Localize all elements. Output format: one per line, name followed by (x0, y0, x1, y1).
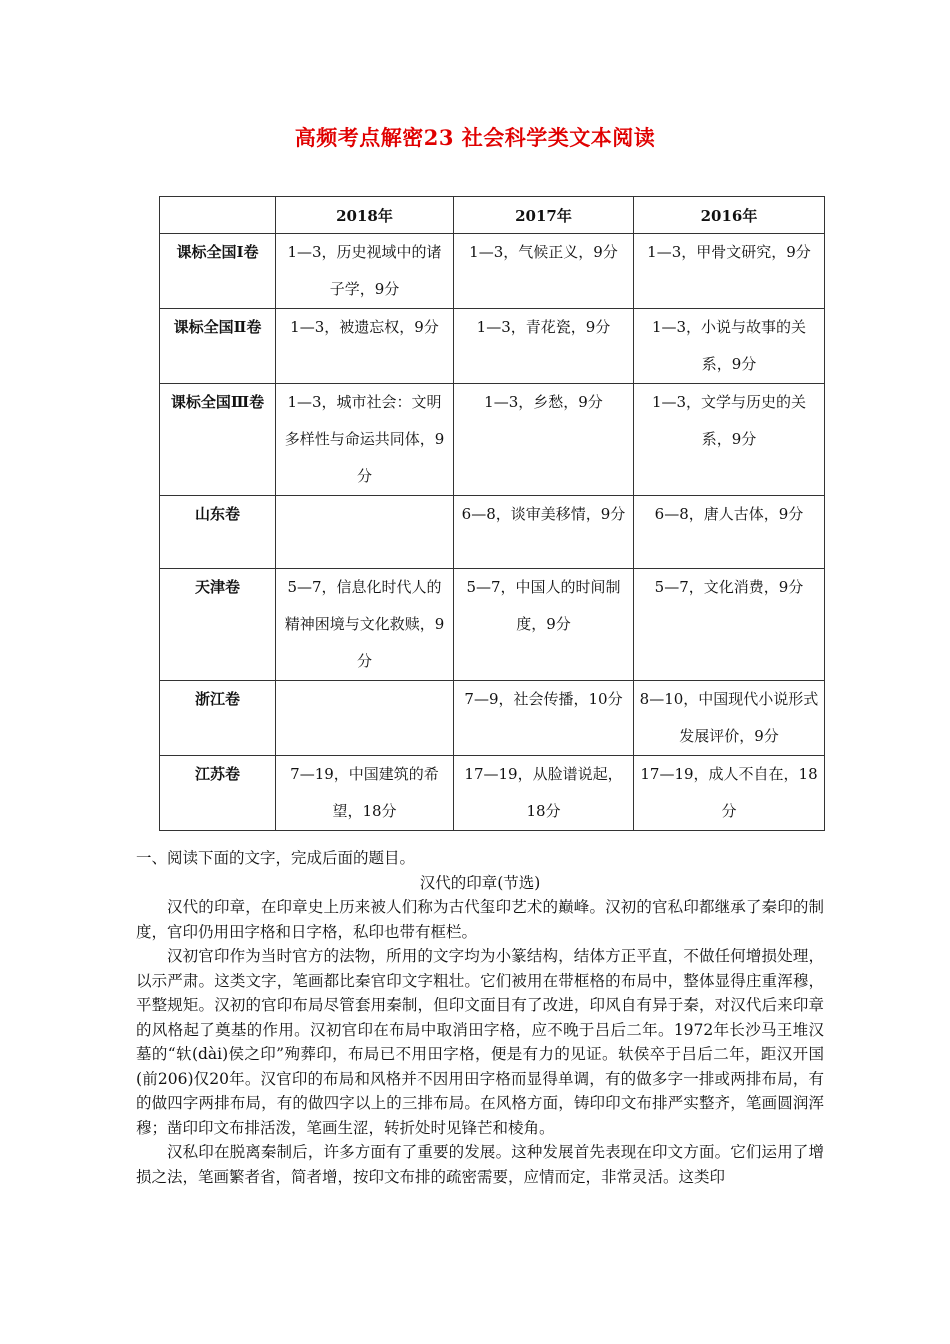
header-cell-empty (160, 197, 276, 234)
table-row (160, 756, 825, 831)
paragraph: 汉代的印章，在印章史上历来被人们称为古代玺印艺术的巅峰。汉初的官私印都继承了秦印的制度，官印仍用田字格和日字格，私印也带有框栏。 (136, 898, 824, 941)
table-cell: 1—3，小说与故事的关系，9分 (634, 309, 825, 384)
table-cell: 6—8，谈审美移情，9分 (454, 496, 634, 569)
table-cell: 5—7，文化消费，9分 (634, 569, 825, 681)
header-cell-2017: 2017年 (454, 197, 634, 234)
instruction: 一、阅读下面的文字，完成后面的题目。 (136, 849, 416, 867)
table-cell: 1—3，乡愁，9分 (454, 384, 634, 496)
table-row (160, 496, 825, 569)
table-cell: 1—3，被遗忘权，9分 (276, 309, 454, 384)
table-cell: 7—9，社会传播，10分 (454, 681, 634, 756)
table-cell: 6—8，唐人古体，9分 (634, 496, 825, 569)
region-cell: 浙江卷 (160, 681, 276, 756)
table-cell: 17—19，从脸谱说起，18分 (454, 756, 634, 831)
region-cell: 山东卷 (160, 496, 276, 569)
table-row (160, 234, 825, 309)
table-cell: 1—3，气候正义，9分 (454, 234, 634, 309)
table-row (160, 309, 825, 384)
table-row (160, 569, 825, 681)
table-cell: 1—3，城市社会：文明多样性与命运共同体，9分 (276, 384, 454, 496)
table-cell: 1—3，甲骨文研究，9分 (634, 234, 825, 309)
region-cell: 课标全国Ⅲ卷 (160, 384, 276, 496)
paragraph: 汉初官印作为当时官方的法物，所用的文字均为小篆结构，结体方正平直，不做任何增损处理，以示严肃。这类文字，笔画都比秦官印文字粗壮。它们被用在带框格的布局中，整体显得庄重浑穆，平整规矩。汉初的官印布局尽管套用秦制，但印文面目有了改进，印风自有异于秦，对汉代后来印章的风格起了奠基的作用。汉初官印在布局中取消田字格，应不晚于吕后二年。1972年长沙马王堆汉墓的“轪(dài)侯之印”殉葬印，布局已不用田字格，便是有力的见证。轪侯卒于吕后二年，距汉开国(前206)仅20年。汉官印的布局和风格并不因用田字格而显得单调，有的做多字一排或两排布局，有的做四字两排布局，有的做四字以上的三排布局。在风格方面，铸印印文布排严实整齐，笔画圆润浑穆；凿印印文布排活泼，笔画生涩，转折处时见锋芒和棱角。 (136, 947, 824, 1137)
header-cell-2018: 2018年 (276, 197, 454, 234)
page-title: 高频考点解密23 社会科学类文本阅读 (294, 125, 656, 150)
table-cell: 1—3，文学与历史的关系，9分 (634, 384, 825, 496)
passage-subtitle: 汉代的印章(节选) (419, 873, 541, 892)
table-cell: 1—3，历史视域中的诸子学，9分 (276, 234, 454, 309)
table-cell (276, 496, 454, 569)
region-cell: 天津卷 (160, 569, 276, 681)
region-cell: 课标全国Ⅱ卷 (160, 309, 276, 384)
table-row (160, 681, 825, 756)
table-cell: 7—19，中国建筑的希望，18分 (276, 756, 454, 831)
table-cell: 8—10，中国现代小说形式发展评价，9分 (634, 681, 825, 756)
table-header-row (160, 197, 825, 234)
region-cell: 课标全国Ⅰ卷 (160, 234, 276, 309)
region-cell: 江苏卷 (160, 756, 276, 831)
reading-passage (136, 846, 824, 1189)
header-cell-2016: 2016年 (634, 197, 825, 234)
paragraph: 汉私印在脱离秦制后，许多方面有了重要的发展。这种发展首先表现在印文方面。它们运用了增损之法，笔画繁者省，简者增，按印文布排的疏密需要，应情而定，非常灵活。这类印 (136, 1143, 824, 1186)
table-cell (276, 681, 454, 756)
table-cell: 1—3，青花瓷，9分 (454, 309, 634, 384)
table-row (160, 384, 825, 496)
table-cell: 5—7，中国人的时间制度，9分 (454, 569, 634, 681)
table-cell: 17—19，成人不自在，18分 (634, 756, 825, 831)
table-cell: 5—7，信息化时代人的精神困境与文化救赎，9分 (276, 569, 454, 681)
exam-table (159, 196, 825, 831)
